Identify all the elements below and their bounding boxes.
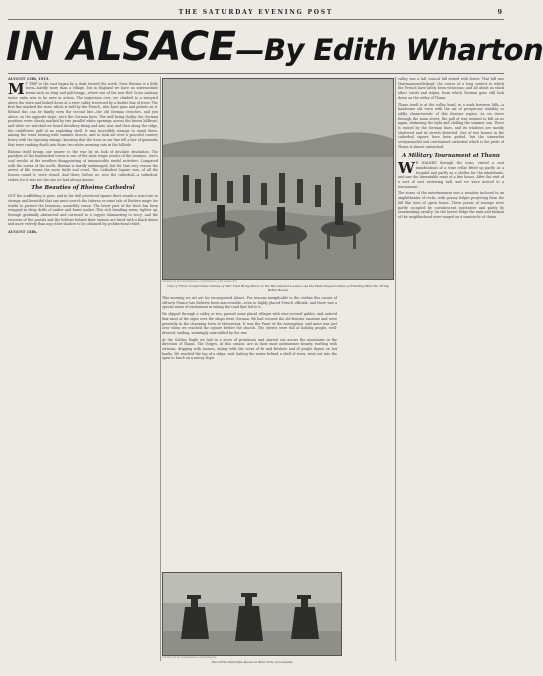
headline-rule [8, 73, 504, 74]
article-headline [6, 24, 543, 70]
photo-credit-2: COPYRIGHT BY UNDERWOOD & UNDERWOOD [162, 656, 217, 659]
article-byline: —By Edith Wharton [235, 33, 543, 67]
paragraph: The scene of the entertainment was a meadow inclosed in an amphitheater of rocks, with grassy ledges projecting from the hill like tiers of opera boxes. These points of vantage were partly occupied by convalescent spectators and partly by ornamenting cavalry. On the lowest ledge the rank and fashion of the neighborhood were ranged on a semicircle of chairs. [398, 191, 504, 219]
column-2 [162, 296, 337, 568]
paragraph: At the Golden Eagle we laid in a store of provisions and started out across the mountains in the direction of Thann. The Vosges, at this season, are in their most midsummer beauty, rustling with streams, dripping with mosses, balmy with the scent of fir and freshets and of purple thyme on hot banks. We reached the top of a ridge, and, hailing the motor behind a shelf of trees, went out into the open to lunch on a mossy slope. [162, 337, 337, 361]
photo-credit-1: COPYRIGHT BY UNDERWOOD & UNDERWOOD, NEW YORK CITY [162, 280, 237, 283]
page-number: 9 [497, 8, 502, 16]
paragraph-text: E WALKED through the town, visited a vast ramifications of a wine cellar fitted up partly as a hospital and partly as a shelter for the inhabitants, and saw the lamentable ruins of a fine house. After the visit of a sort of vast reviewing hall, and we were invited to a tournament. [398, 161, 504, 189]
paragraph [398, 161, 504, 189]
masthead-rule [8, 19, 504, 20]
paragraph: We slipped through a valley or two, passed some placid villages with vine-covered gables, and noticed that most of the signs over the shops were German. We had crossed the old frontier unaware and were presently in the charming town of Massevaux. It was the Feast of the Assumption, and mass was just over when we reached the square before the church. The streets were full of holiday people, well-dressed, smiling, seemingly untroubled by the war. [162, 312, 337, 335]
column-3 [398, 77, 504, 660]
section-heading: The Beauties of Rheims Cathedral [31, 185, 135, 192]
paragraph: Rheims itself brings one nearer to the war by its look of desolate desolation. The paralysis of the bombarded towns is one of the most tragic results of the invasion. One's soul revolts at the needless disappointing of innumerable useful activities. Compared with the towns of the north, Rheims is hardly undamaged; but for that very reason the arrest of life seems the more futile and cruel. The Cathedral Square was, of all the houses round it, were closed. And there, before us, rose the cathedral—a cathedral, rather, for it was not the one we had always known. [8, 149, 158, 182]
photo-alsatian-girls [162, 572, 342, 656]
paragraph: valley was a tall, conical hill dotted with forest. That hill was Hartmannsweilerkopf, the center of a long contest in which the French have lately been victorious; and all about us stood other crests and ridges, from which German guns still look down on the valley of Thann. [398, 77, 504, 100]
photo-caption-1: One of Three Consecrated Armies of War That Bring Peace to the Recollected Leader—As the Plain Inspectorship of Entering Men the Tiring Battle Bound [167, 284, 389, 292]
photo-soldiers-with-horses [162, 78, 394, 280]
column-1 [8, 77, 158, 661]
dateline-1: AUGUST 13th, 1915. [8, 77, 50, 81]
paragraph: NOT the scaffolding is gone, and in the dull provincial square there stands a structure so strange and beautiful that one must search the Inferno or some tale of Eastern magic for words to picture the luminous, unearthly vision. The lower part of the front has been wrapped in deep drifts of amber and burnt umber. This rich breaking seem, tighter up, through gradually abstracted and caressed to a copper shimmering to ivory; and the recesses of the portals and the hollows behind their statues are lined with a black dense and more velvety than any other shadow to be obtained by architectural relief. [8, 194, 158, 227]
paragraph: This morning we set out for reconquered Alsace. For reasons inexplicable to the civilian this corner of old-new France has hitherto been inaccessible—even to highly placed French officials; and there was a special sense of excitement in taking the road that led to it. [162, 296, 337, 310]
girls-photo-illustration [163, 573, 341, 655]
masthead: THE SATURDAY EVENING POST [178, 9, 334, 16]
paragraph: Thann itself is at the valley head, in a nook between hills—a handsome old town with the air of prosperous stability so oddly characteristic of this frontier region. As we drove through the main street, the pall of war seemed to fall on us again, darkening the light and chilling the summer sun. There is ruined by the German lines, and its windows are mostly shuttered and its streets deserted. One of two houses in the cathedral square have been gutted, but the somewhat overpinnacled and overstatued cathedral which is the pride of Thann is almost untouched. [398, 102, 504, 149]
paragraph-text: Y TRIP to the east began by a dash toward the north. Near Rheims is a little town—hardly more than a village, but in England we have no intermediate terms such as burg and pali-brugg—where one of the new Red Cross sanitary motor units was to be seen in action. The inspection over, we climbed to a vineyard above the town and looked down at a river valley traversed by a double line of trees. The first line marked the river, which is held by the French, who have guns and pickets on it. Behind this can be faintly seen the second line—the old German trenches, and just above, on the opposite slope, were the German lines. The wall being chalky, the German positions were clearly marked by two parallel white openings across the brown hillfront; and while we watched we heard desultory firing and saw, now and then along the ridge, the cauliflower puff of an exploding shell. It was incredibly strange to stand there, among the vines hissing with summer insects, and to look out over a peaceful country heavy with the ripening vintage, knowing that the trees in our line fell a line of gunnsnks that were ranking death into those two white seeming cuts in the hillside. [8, 81, 158, 147]
article-title: IN ALSACE [6, 24, 236, 70]
drop-cap: W [398, 159, 415, 178]
dateline-2: AUGUST 14th. [8, 230, 38, 235]
section-heading: A Military Tournament at Thann [402, 152, 500, 159]
column-divider [395, 77, 396, 661]
column-divider [160, 77, 161, 661]
drop-cap: M [8, 79, 25, 98]
photo-caption-2: The Little Sharmful Alsace in Blue Tone of Costume [211, 660, 293, 664]
soldiers-photo-illustration [163, 79, 393, 279]
